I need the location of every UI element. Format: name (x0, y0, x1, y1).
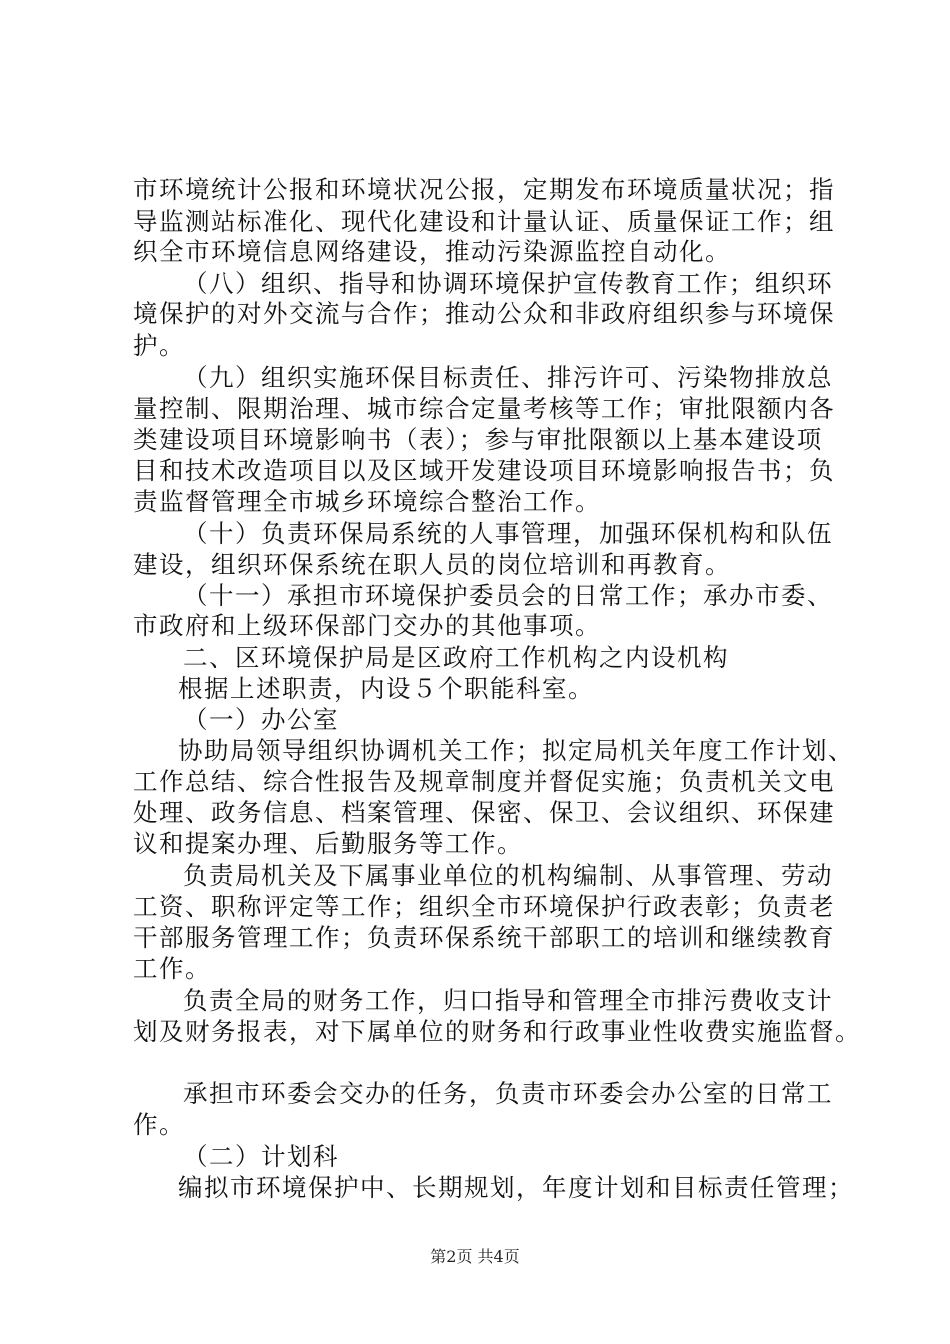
text-line: 工作总结、综合性报告及规章制度并督促实施；负责机关文电 (133, 767, 835, 796)
text-line: 根据上述职责，内设５个职能科室。 (178, 674, 594, 703)
text-line: 责监督管理全市城乡环境综合整治工作。 (133, 487, 601, 516)
text-line: 负责全局的财务工作，归口指导和管理全市排污费收支计 (183, 986, 833, 1015)
text-line: 市政府和上级环保部门交办的其他事项。 (133, 611, 601, 640)
text-line: 市环境统计公报和环境状况公报，定期发布环境质量状况；指 (133, 175, 835, 204)
text-line: 建设，组织环保系统在职人员的岗位培训和再教育。 (133, 550, 731, 579)
text-line: 协助局领导组织协调机关工作；拟定局机关年度工作计划、 (178, 736, 854, 765)
text-line: 护。 (133, 331, 185, 360)
text-line: 工资、职称评定等工作；组织全市环境保护行政表彰；负责老 (133, 892, 835, 921)
text-line: 处理、政务信息、档案管理、保密、保卫、会议组织、环保建 (133, 798, 835, 827)
text-line: （八）组织、指导和协调环境保护宣传教育工作；组织环 (183, 269, 833, 298)
text-line: 作。 (133, 1110, 185, 1139)
text-line: 二、区环境保护局是区政府工作机构之内设机构 (183, 643, 729, 672)
text-line: （十一）承担市环境保护委员会的日常工作；承办市委、 (183, 581, 833, 610)
text-line: 导监测站标准化、现代化建设和计量认证、质量保证工作；组 (133, 207, 835, 236)
text-line: 目和技术改造项目以及区域开发建设项目环境影响报告书；负 (133, 456, 835, 485)
text-line: 干部服务管理工作；负责环保系统干部职工的培训和继续教育 (133, 923, 835, 952)
text-line: 划及财务报表，对下属单位的财务和行政事业性收费实施监督。 (133, 1017, 861, 1046)
text-line: （十）负责环保局系统的人事管理，加强环保机构和队伍 (183, 519, 833, 548)
text-line: 议和提案办理、后勤服务等工作。 (133, 829, 523, 858)
text-line: （九）组织实施环保目标责任、排污许可、污染物排放总 (183, 363, 833, 392)
page-footer: 第2页 共4页 (430, 1247, 520, 1266)
text-line: 承担市环委会交办的任务，负责市环委会办公室的日常工 (183, 1079, 833, 1108)
text-line: 工作。 (133, 954, 211, 983)
text-line: 织全市环境信息网络建设，推动污染源监控自动化。 (133, 237, 731, 266)
text-line: 类建设项目环境影响书（表）；参与审批限额以上基本建设项 (133, 425, 823, 454)
text-line: 量控制、限期治理、城市综合定量考核等工作；审批限额内各 (133, 394, 835, 423)
text-line: 编拟市环境保护中、长期规划，年度计划和目标责任管理； (178, 1173, 854, 1202)
text-line: 境保护的对外交流与合作；推动公众和非政府组织参与环境保 (133, 299, 835, 328)
text-line: （一）办公室 (183, 705, 339, 734)
text-line: （二）计划科 (183, 1142, 339, 1171)
text-line: 负责局机关及下属事业单位的机构编制、从事管理、劳动 (183, 861, 833, 890)
